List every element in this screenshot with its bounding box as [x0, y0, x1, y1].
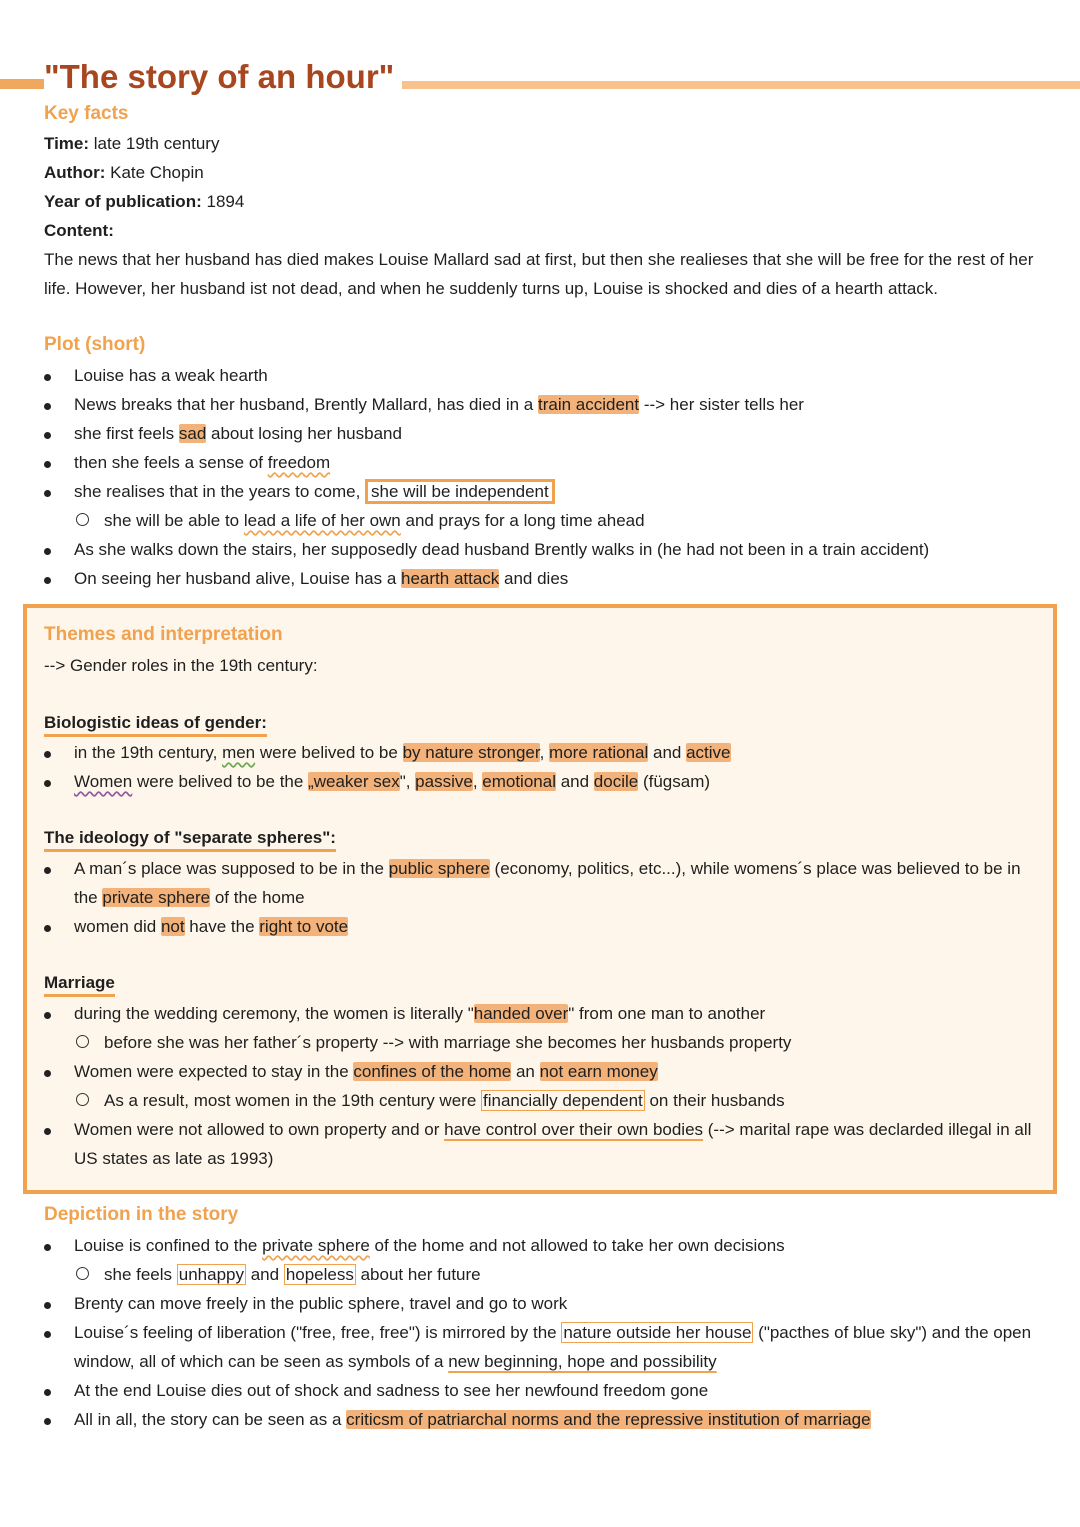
themes-intro: --> Gender roles in the 19th century:	[44, 656, 318, 675]
fact-content-text: The news that her husband has died makes Louise Mallard sad at first, but then she realieses that she will be free for the rest of her life. However, her husband ist not dead, and when he suddenly turns up, Louise is shocked and dies of a hearth attack.	[44, 250, 1034, 298]
marriage-heading: Marriage	[44, 973, 115, 997]
biologistic-heading: Biologistic ideas of gender:	[44, 713, 267, 737]
fact-year: Year of publication: 1894	[44, 192, 245, 211]
title-underline-accent	[0, 79, 46, 89]
page-title: "The story of an hour"	[44, 58, 402, 96]
fact-author: Author: Kate Chopin	[44, 163, 204, 182]
page: "The story of an hour" Key facts Time: late 19th century Author: Kate Chopin Year of publication: 1894 Content: The news that her husband has died makes Louise Mallard sad at first, but then she realieses that she will be free for the rest of her life. However, her husband ist not dead, and when he suddenly turns up, Louise is shocked and dies of a hearth attack. Plot (short) Louise has a weak hearth News breaks that her husband, Brently Mallard, has died in a train accident --> her sister tells her she first feels sad about losing her husband then she feels a sense of freedom she realises that in the years to come, she will be independent she will be able to lead a life of her own and prays for a long time ahead As she walks down the stairs, her supposedly dead husband Brently walks in (he had not been in a train accident) On seeing her husband alive, Louise has a hearth attack and dies Themes and interpretation --> Gender roles in the 19th century: Biologistic ideas of gender: in the 19th century, men were belived to be by nature stronger, more rational and active Women were belived to be the „weaker sex", passive, emotional and docile (fügsam) The ideology of "separate spheres": A man´s place was supposed to be in the public sphere (economy, politics, etc...), while womens´s place was believed to be in the private sphere of the home women did not have the right to vote Marriage during the wedding ceremony, the women is literally "handed over" from one man to another before she was her father´s property --> with marriage she becomes her husbands property Women were expected to stay in the confines of the home an not earn money As a result, most women in the 19th century were financially dependent on their husbands Women were not allowed to own property and or have control over their own bodies (--> marital rape was declarded illegal in all US states as late as 1993) Depiction in the story Louise is confined to the private sphere of the home and not allowed to take her own decisions she feels unhappy and hopeless about her future Brenty can move freely in the public sphere, travel and go to work Louise´s feeling of liberation ("free, free, free") is mirrored by the nature outside her house ("pacthes of blue sky") and the open window, all of which can be seen as symbols of a new beginning, hope and possibility At the end Louise dies out of shock and sadness to see her newfound freedom gone All in all, the story can be seen as a criticsm of patriarchal norms and the repressive institution of marriage	[0, 0, 1080, 1527]
fact-content-label: Content:	[44, 221, 114, 240]
depiction-heading: Depiction in the story	[44, 1204, 239, 1225]
themes-heading: Themes and interpretation	[44, 624, 283, 645]
fact-time: Time: late 19th century	[44, 134, 220, 153]
key-facts-heading: Key facts	[44, 103, 129, 124]
plot-heading: Plot (short)	[44, 334, 146, 355]
separate-spheres-heading: The ideology of "separate spheres":	[44, 828, 336, 852]
